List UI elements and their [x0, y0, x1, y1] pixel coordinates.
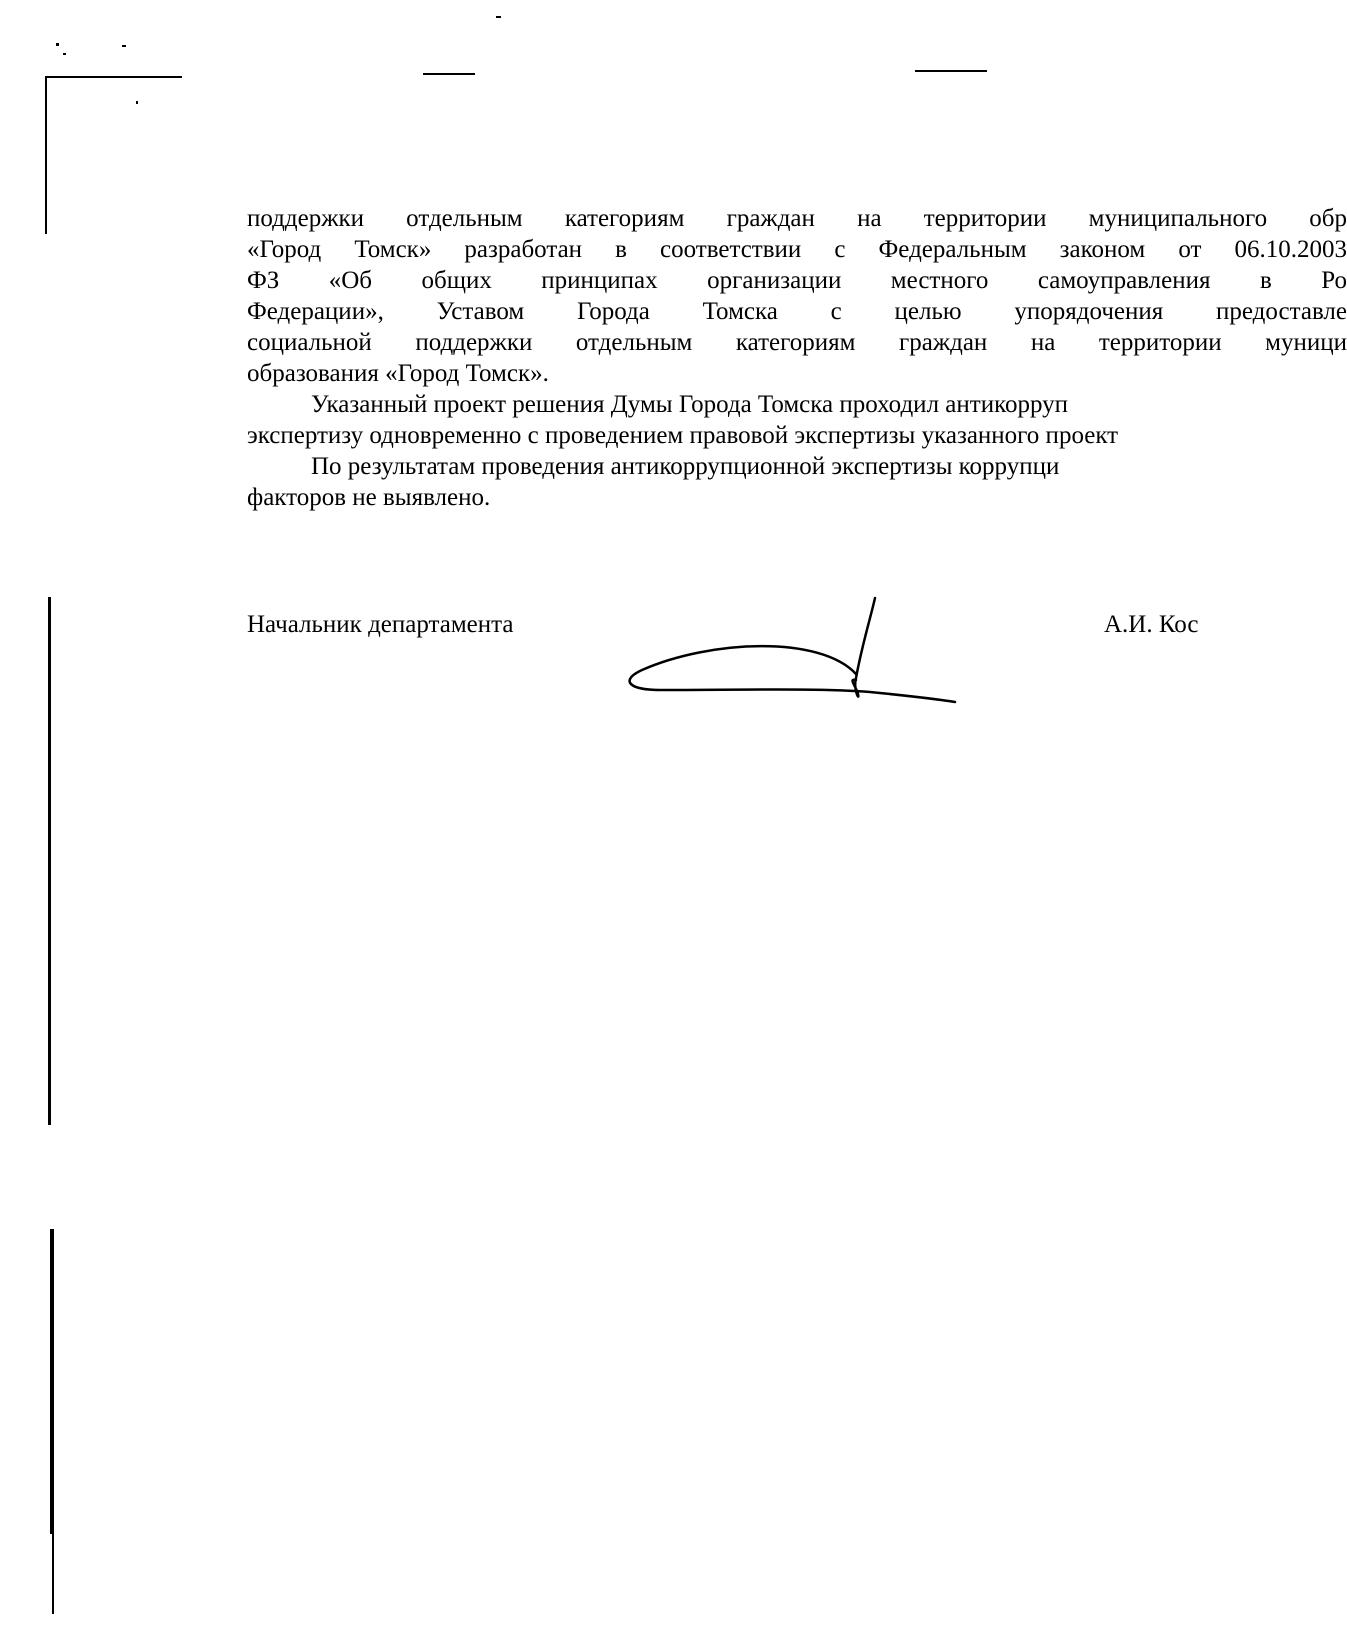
text-line: Указанный проект решения Думы Города Томска проходил антикорруп [311, 391, 1068, 418]
text-line: ФЗ «Об общих принципах организации местного самоуправления в Ро [247, 267, 1347, 294]
scan-left-bar-2 [50, 1229, 54, 1534]
text-line: образования «Город Томск». [247, 360, 549, 387]
text-line: «Город Томск» разработан в соответствии с Федеральным законом от 06.10.2003 [247, 236, 1347, 263]
scan-dot-3 [122, 45, 126, 47]
scan-dash-top-3 [496, 16, 501, 18]
scan-corner-left-line [45, 76, 47, 234]
scan-dot-4 [136, 101, 138, 104]
scan-dot-2 [63, 53, 66, 55]
text-line: поддержки отдельным категориям граждан на территории муниципального обр [247, 205, 1347, 232]
signature-name: А.И. Кос [1104, 611, 1199, 638]
scan-left-bar-1 [48, 597, 51, 1125]
scan-left-bar-3 [52, 1534, 54, 1614]
scan-dot-1 [56, 43, 59, 46]
scan-dash-top-2 [915, 70, 987, 72]
text-line: факторов не выявлено. [247, 484, 491, 511]
scan-corner-top-line [45, 76, 182, 78]
text-line: экспертизу одновременно с проведением правовой экспертизы указанного проект [247, 422, 1119, 449]
body-text [247, 203, 1347, 513]
handwritten-signature [620, 590, 970, 715]
text-line: По результатам проведения антикоррупционной экспертизы коррупци [311, 453, 1060, 480]
signature-position-title: Начальник департамента [247, 611, 514, 638]
text-line: социальной поддержки отдельным категориям граждан на территории муници [247, 329, 1347, 356]
scan-dash-top-1 [423, 73, 475, 75]
text-line: Федерации», Уставом Города Томска с целью упорядочения предоставле [247, 298, 1347, 325]
